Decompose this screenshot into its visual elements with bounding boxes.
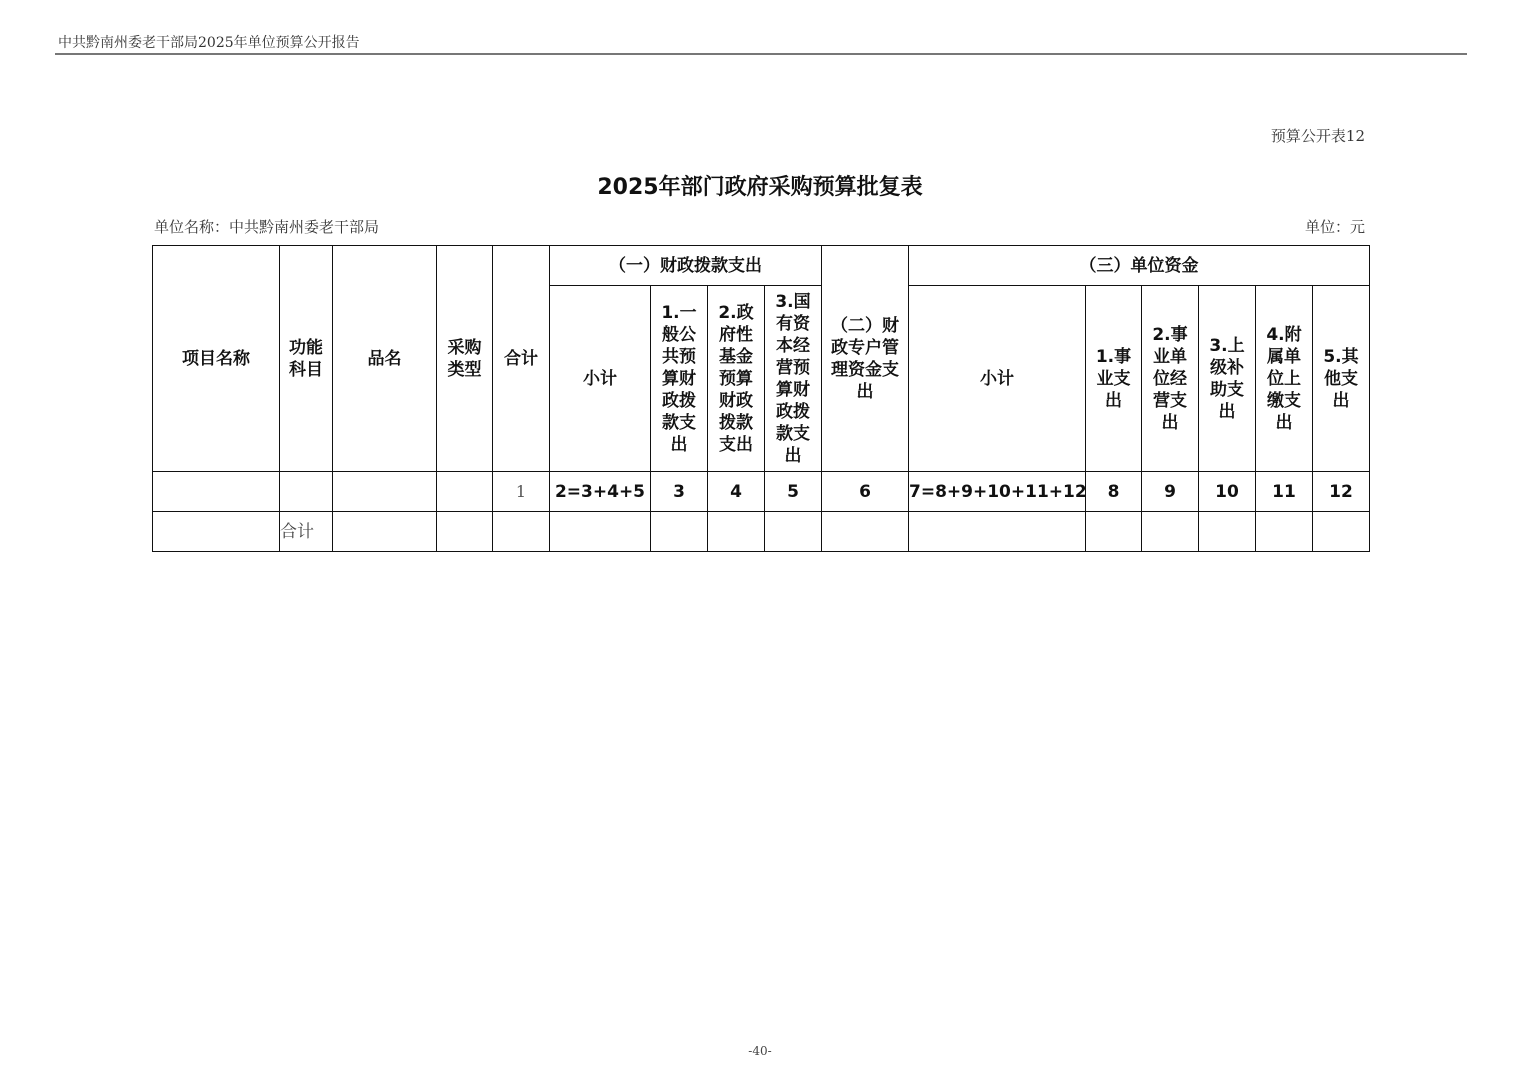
- table-cell: [550, 512, 651, 552]
- header-group-unit: （三）单位资金: [909, 246, 1370, 286]
- table-cell: [493, 512, 550, 552]
- table-cell: [909, 512, 1086, 552]
- header-unit-subsidy: 3.上级补助支出: [1199, 286, 1256, 472]
- unit-label: 单位：元: [1304, 218, 1365, 236]
- index-cell: 9: [1142, 472, 1199, 512]
- header-rule: [55, 53, 1467, 55]
- table-cell: [651, 512, 708, 552]
- table-cell: [333, 472, 437, 512]
- index-cell: 4: [708, 472, 765, 512]
- header-row-1: [153, 246, 1370, 286]
- index-cell: 10: [1199, 472, 1256, 512]
- page-title: 2025年部门政府采购预算批复表: [597, 175, 923, 200]
- index-cell: 1: [493, 472, 550, 512]
- index-cell: 7=8+9+10+11+12: [909, 472, 1086, 512]
- header-total: 合计: [493, 246, 550, 472]
- table-cell: [333, 512, 437, 552]
- table-cell: [1142, 512, 1199, 552]
- procurement-budget-table: [152, 245, 1370, 552]
- table-cell: [765, 512, 822, 552]
- table-cell: [1086, 512, 1142, 552]
- header-special-account: （二）财政专户管理资金支出: [822, 246, 909, 472]
- table-number: 预算公开表12: [1270, 127, 1365, 145]
- running-header: 中共黔南州委老干部局2025年单位预算公开报告: [58, 35, 360, 51]
- header-unit-affiliated: 4.附属单位上缴支出: [1256, 286, 1313, 472]
- table-cell: [1199, 512, 1256, 552]
- header-fiscal-general: 1.一般公共预算财政拨款支出: [651, 286, 708, 472]
- index-cell: 8: [1086, 472, 1142, 512]
- header-group-fiscal: （一）财政拨款支出: [550, 246, 822, 286]
- header-unit-operation: 2.事业单位经营支出: [1142, 286, 1199, 472]
- header-function-subject: 功能科目: [280, 246, 333, 472]
- unit-name: 单位名称：中共黔南州委老干部局: [154, 218, 380, 236]
- table-cell: [280, 472, 333, 512]
- index-cell: 6: [822, 472, 909, 512]
- total-row-label: 合计: [280, 512, 333, 552]
- index-cell: 12: [1313, 472, 1370, 512]
- table-cell: [708, 512, 765, 552]
- table-cell: [437, 512, 493, 552]
- index-row: [153, 472, 1370, 512]
- page-number: -40-: [748, 1044, 772, 1058]
- total-row: [153, 512, 1370, 552]
- header-unit-other: 5.其他支出: [1313, 286, 1370, 472]
- table-cell: [1313, 512, 1370, 552]
- table-cell: [437, 472, 493, 512]
- header-unit-business: 1.事业支出: [1086, 286, 1142, 472]
- table-cell: [822, 512, 909, 552]
- header-purchase-type: 采购类型: [437, 246, 493, 472]
- header-fiscal-fund: 2.政府性基金预算财政拨款支出: [708, 286, 765, 472]
- index-cell: 5: [765, 472, 822, 512]
- header-unit-subtotal: 小计: [909, 286, 1086, 472]
- header-item-name: 品名: [333, 246, 437, 472]
- table-cell: [153, 512, 280, 552]
- header-fiscal-subtotal: 小计: [550, 286, 651, 472]
- table-cell: [153, 472, 280, 512]
- table-cell: [1256, 512, 1313, 552]
- index-cell: 11: [1256, 472, 1313, 512]
- index-cell: 3: [651, 472, 708, 512]
- index-cell: 2=3+4+5: [550, 472, 651, 512]
- header-project-name: 项目名称: [153, 246, 280, 472]
- header-fiscal-state-capital: 3.国有资本经营预算财政拨款支出: [765, 286, 822, 472]
